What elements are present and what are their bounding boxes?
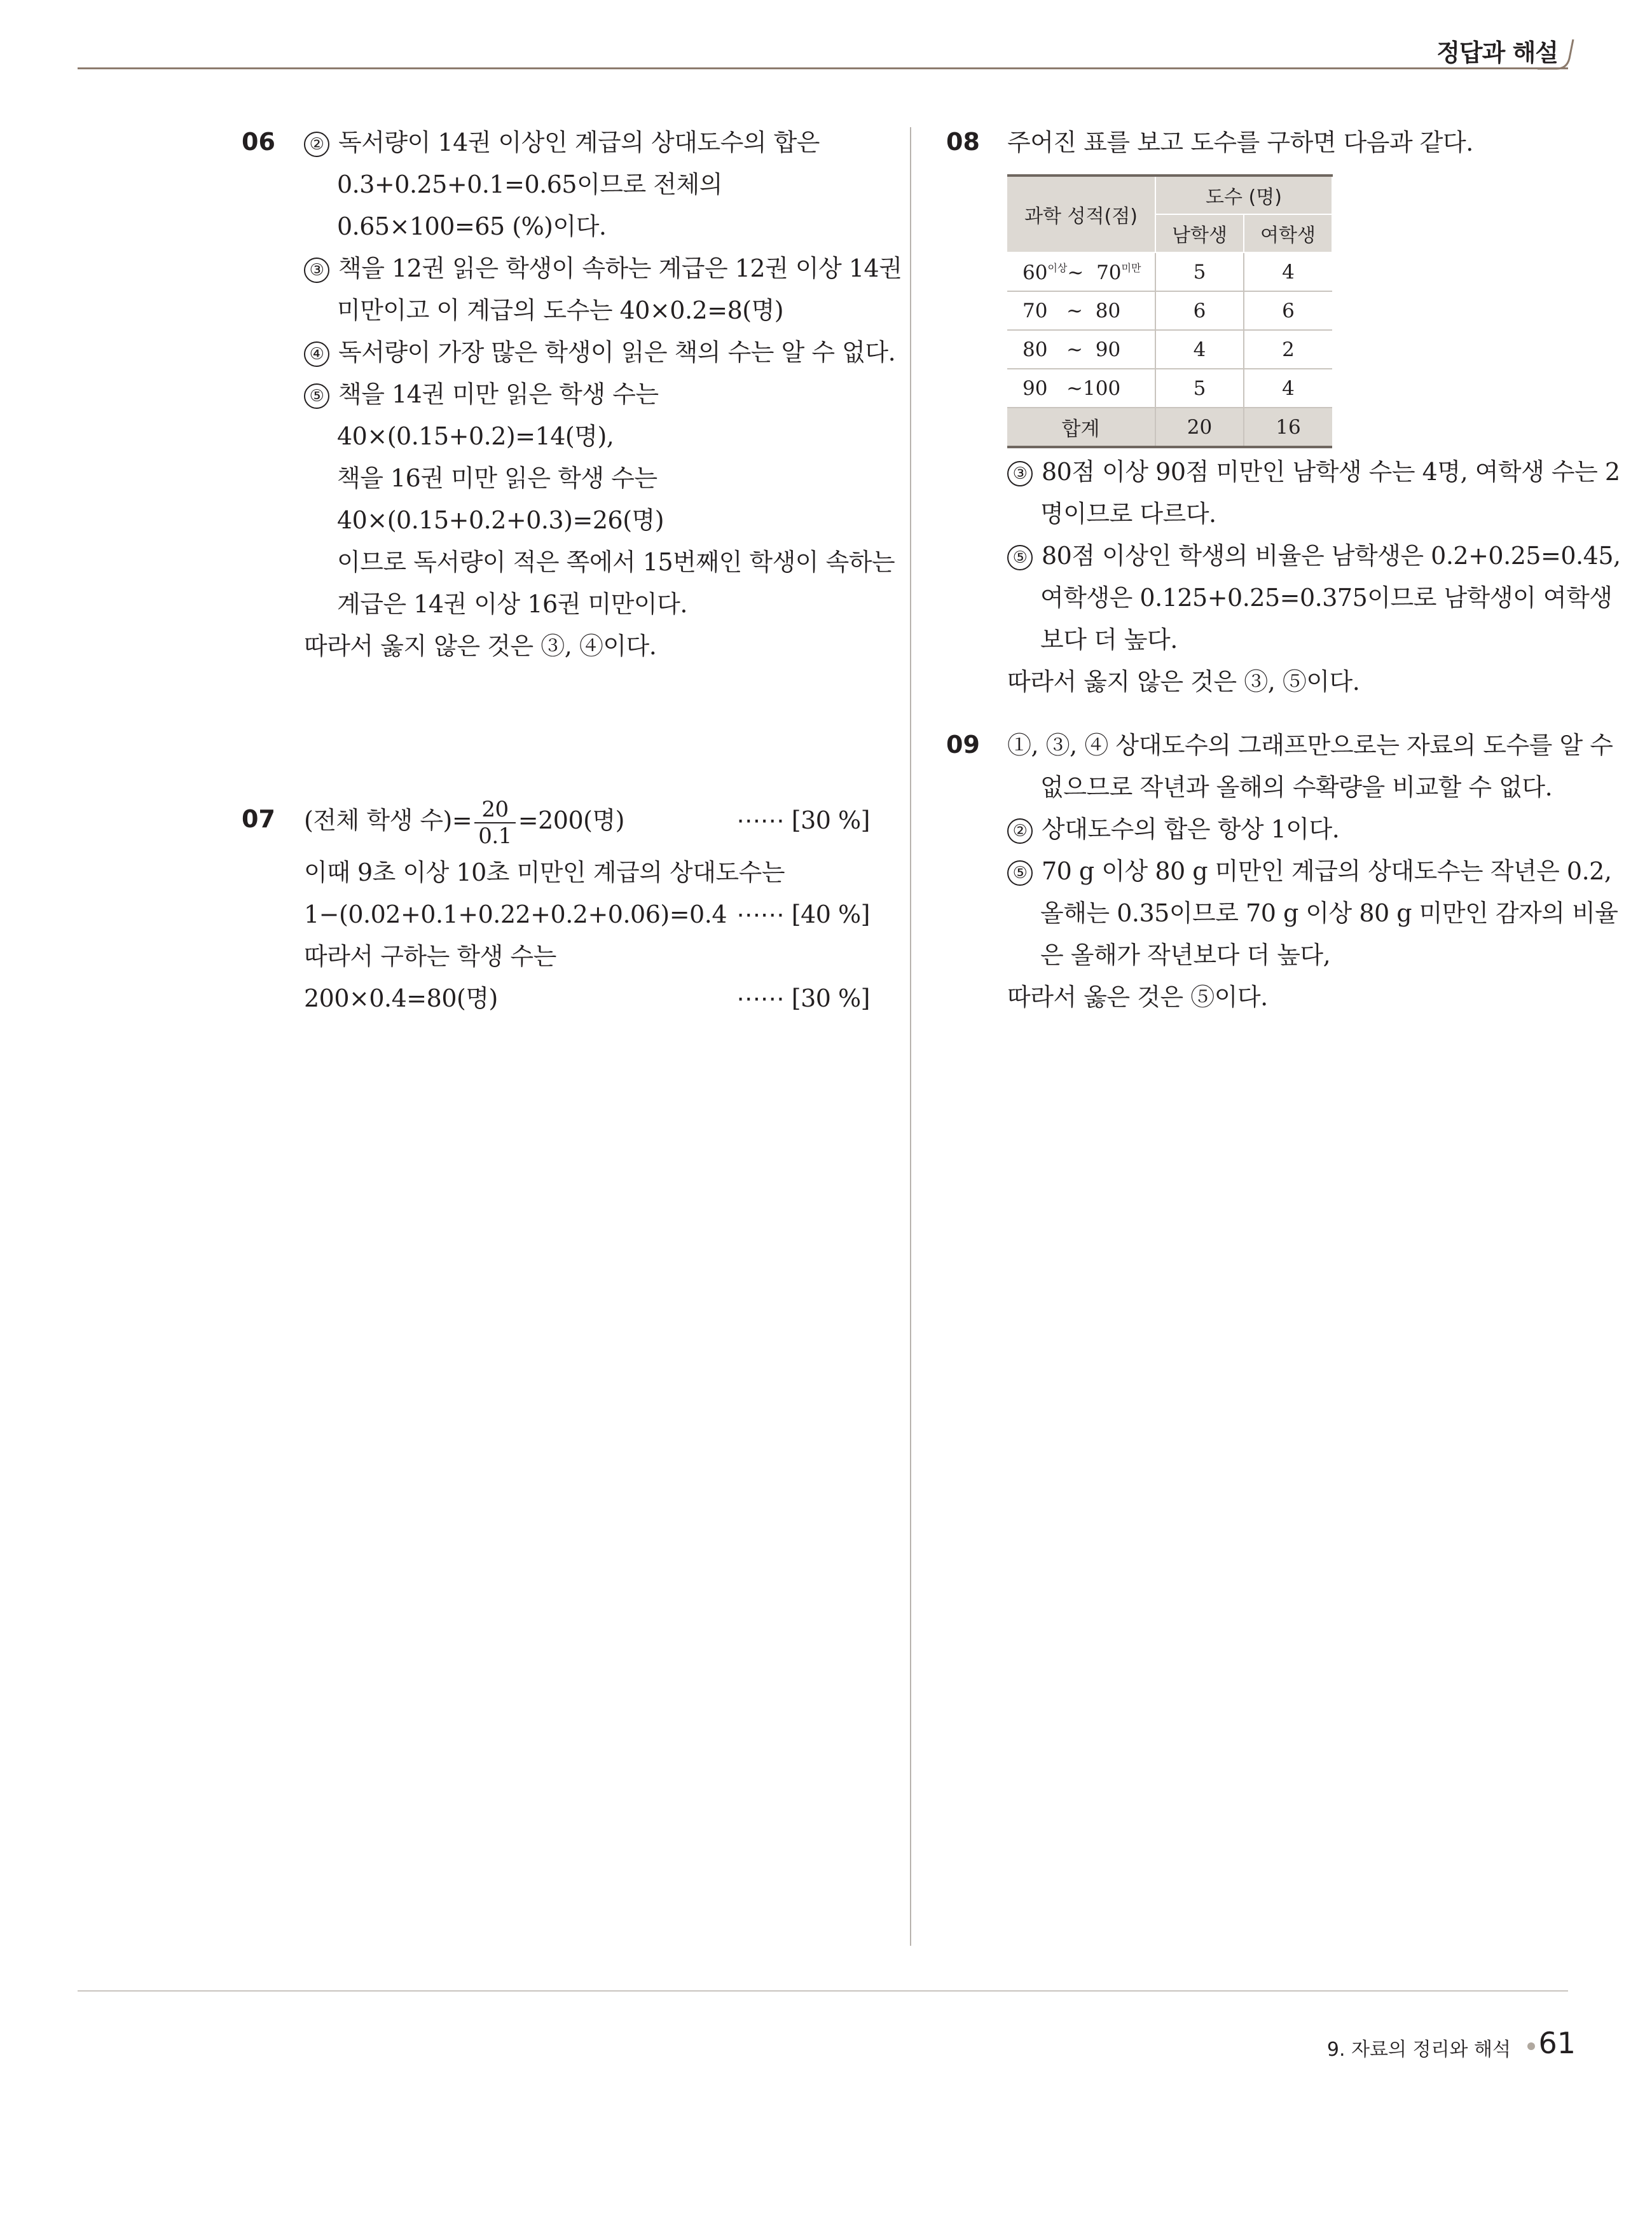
answer-line: ⑤ 70 g 이상 80 g 미만인 계급의 상대도수는 작년은 0.2, <box>1007 856 1611 886</box>
header-corner-decoration <box>1538 37 1576 70</box>
column-divider <box>910 127 911 1946</box>
answer-line: 0.3+0.25+0.1=0.65이므로 전체의 <box>337 170 722 198</box>
class-interval: 80 ~ 90 <box>1007 330 1155 369</box>
choice-marker: ⑤ <box>1007 860 1033 886</box>
answer-line: ⑤ 80점 이상인 학생의 비율은 남학생은 0.2+0.25=0.45, <box>1007 540 1621 571</box>
answer-line: ② 독서량이 14권 이상인 계급의 상대도수의 합은 <box>304 127 820 158</box>
male-count: 5 <box>1155 369 1244 408</box>
table-row <box>1007 252 1332 291</box>
page-header-title: 정답과 해설 <box>1436 39 1558 67</box>
question-number: 09 <box>946 731 980 759</box>
answer-line: ② 상대도수의 합은 항상 1이다. <box>1007 814 1339 844</box>
table-header-frequency: 도수 (명) <box>1155 176 1332 214</box>
male-count: 4 <box>1155 330 1244 369</box>
answer-line: 이때 9초 이상 10초 미만인 계급의 상대도수는 <box>304 858 785 886</box>
answer-line: 은 올해가 작년보다 더 높다, <box>1040 941 1331 969</box>
fraction: $\frac{20}{0.1}$ <box>474 797 516 849</box>
choice-marker: ④ <box>304 341 329 367</box>
answer-conclusion: 따라서 옳지 않은 것은 ③, ⑤이다. <box>1007 668 1360 696</box>
frequency-table <box>1007 174 1333 448</box>
answer-line: 보다 더 높다. <box>1040 626 1178 654</box>
answer-line: 0.65×100=65 (%)이다. <box>337 212 607 240</box>
table-header-subject: 과학 성적(점) <box>1007 176 1155 252</box>
chapter-title: 9. 자료의 정리와 해석 <box>1326 2039 1511 2061</box>
table-header-female: 여학생 <box>1244 214 1332 252</box>
page-number: 61 <box>1538 2026 1576 2060</box>
male-count: 6 <box>1155 291 1244 330</box>
class-interval: 70 ~ 80 <box>1007 291 1155 330</box>
answer-line: ①, ③, ④ 상대도수의 그래프만으로는 자료의 도수를 알 수 <box>1007 731 1613 759</box>
answer-line: 이므로 독서량이 적은 쪽에서 15번째인 학생이 속하는 <box>337 548 895 576</box>
answer-line: 200×0.4=80(명) ⋯⋯ [30 %] <box>304 984 870 1012</box>
class-interval: 90 ~100 <box>1007 369 1155 408</box>
female-total: 16 <box>1244 408 1332 447</box>
question-number: 07 <box>242 805 275 833</box>
table-row <box>1007 330 1332 369</box>
female-count: 6 <box>1244 291 1332 330</box>
male-total: 20 <box>1155 408 1244 447</box>
footer-bullet-icon <box>1527 2042 1535 2050</box>
choice-marker: ⑤ <box>304 383 329 409</box>
table-row <box>1007 369 1332 408</box>
total-label: 합계 <box>1007 408 1155 447</box>
answer-intro: 주어진 표를 보고 도수를 구하면 다음과 같다. <box>1007 128 1473 156</box>
answer-line: ③ 80점 이상 90점 미만인 남학생 수는 4명, 여학생 수는 2 <box>1007 457 1620 487</box>
answer-line: 계급은 14권 이상 16권 미만이다. <box>337 590 687 618</box>
female-count: 4 <box>1244 369 1332 408</box>
answer-line: 없으므로 작년과 올해의 수확량을 비교할 수 없다. <box>1040 773 1553 801</box>
score-ratio: ⋯⋯ [30 %] <box>736 806 870 834</box>
choice-marker: ③ <box>304 258 329 283</box>
choice-marker: ② <box>304 132 329 157</box>
answer-line: 1−(0.02+0.1+0.22+0.2+0.06)=0.4 ⋯⋯ [40 %] <box>304 900 870 928</box>
class-interval: $60^{이상}\sim$ $70^{미만}$ <box>1007 252 1155 291</box>
answer-line: 올해는 0.35이므로 70 g 이상 80 g 미만인 감자의 비율 <box>1040 899 1618 927</box>
choice-marker: ② <box>1007 818 1033 844</box>
answer-line: 책을 16권 미만 읽은 학생 수는 <box>337 464 657 492</box>
male-count: 5 <box>1155 252 1244 291</box>
answer-line: 명이므로 다르다. <box>1040 500 1216 528</box>
female-count: 4 <box>1244 252 1332 291</box>
answer-line: ⑤ 책을 14권 미만 읽은 학생 수는 <box>304 379 659 410</box>
answer-line: 여학생은 0.125+0.25=0.375이므로 남학생이 여학생 <box>1040 584 1613 612</box>
question-number: 08 <box>946 128 980 156</box>
answer-line: ③ 책을 12권 읽은 학생이 속하는 계급은 12권 이상 14권 <box>304 253 902 284</box>
answer-conclusion: 따라서 옳은 것은 ⑤이다. <box>1007 983 1268 1011</box>
answer-line: 40×(0.15+0.2)=14(명), <box>337 422 614 450</box>
table-row <box>1007 291 1332 330</box>
answer-line: ④ 독서량이 가장 많은 학생이 읽은 책의 수는 알 수 없다. <box>304 337 895 368</box>
answer-conclusion: 따라서 옳지 않은 것은 ③, ④이다. <box>304 632 657 660</box>
header-rule <box>78 67 1568 69</box>
answer-line: (전체 학생 수)= $\frac{20}{0.1}$ =200(명) ⋯⋯ [30 %] <box>304 794 870 849</box>
table-total-row <box>1007 408 1332 447</box>
score-ratio: ⋯⋯ [30 %] <box>736 984 870 1012</box>
choice-marker: ⑤ <box>1007 545 1033 570</box>
answer-line: 미만이고 이 계급의 도수는 40×0.2=8(명) <box>337 296 784 324</box>
question-number: 06 <box>242 128 275 156</box>
score-ratio: ⋯⋯ [40 %] <box>736 900 870 928</box>
answer-line: 40×(0.15+0.2+0.3)=26(명) <box>337 506 664 534</box>
answer-line: 따라서 구하는 학생 수는 <box>304 942 556 970</box>
footer-rule <box>78 1990 1568 1992</box>
table-header-male: 남학생 <box>1155 214 1244 252</box>
female-count: 2 <box>1244 330 1332 369</box>
choice-marker: ③ <box>1007 461 1033 486</box>
